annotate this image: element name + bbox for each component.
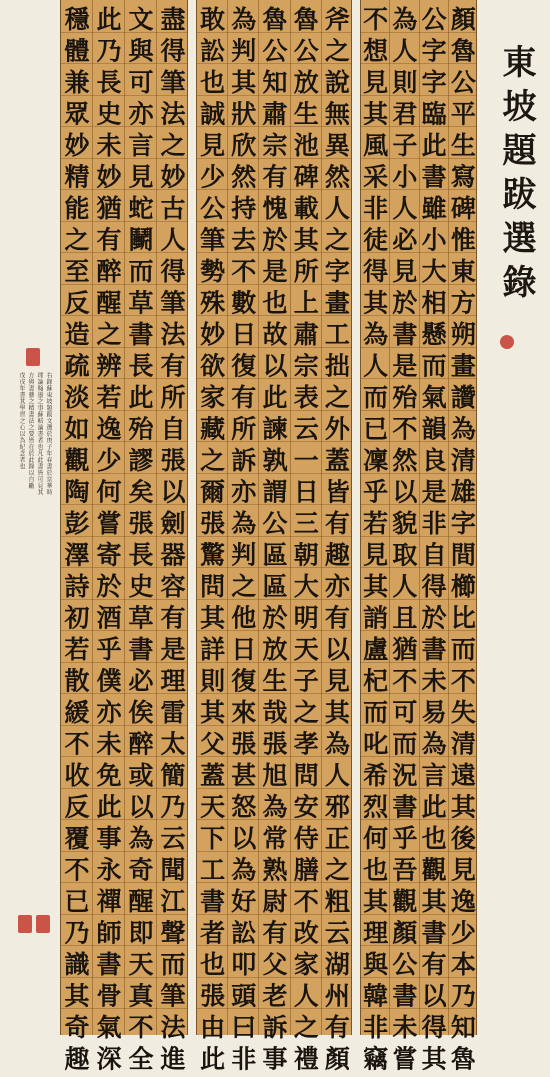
seal-colophon-bottom-icon (18, 915, 32, 933)
colophon-line-4: 戊戌年書其學習之心以為紀念者也 (18, 372, 25, 470)
seal-colophon-top-icon (26, 348, 40, 366)
text-column-3: 為人則君子小人必見於書是殆不然以貌取人且猶不可而況書乎吾觀顏公書未嘗 (388, 6, 418, 1077)
text-column-7: 魯公知肅宗有愧於是也故以此諫孰謂公區區於放生哉張旭為常熟尉有父老訴事 (259, 6, 288, 1077)
text-column-13: 穩體兼眾妙精能之至反造疏淡如觀陶彭澤詩初若散緩不收反覆不已乃識其奇趣 (61, 6, 90, 1077)
colophon-line-1: 右錄蘇東坡題跋文選於庚子年春書於京華時 (45, 372, 52, 496)
colophon-line-2: 理論翰墨之事蘇軾論書者也凡此書皆可見其 (36, 372, 43, 496)
text-column-12: 此乃長史未妙猶有醉醒之辨若逸少何嘗寄於酒乎僕亦未免此事永禪師書骨氣深 (93, 6, 122, 1077)
seal-title-icon (500, 335, 514, 349)
text-column-4: 不想見其風采非徒得其為人而已凜乎若見其誚盧杞而叱希烈何也其理與韓非竊 (359, 6, 389, 1077)
text-column-10: 盡得筆法之妙古人得筆法有所自張以劍器容有是理雷太簡乃云聞江聲而筆法進 (157, 6, 186, 1077)
text-column-2: 公字字臨此書雖小大相懸而氣韻良是非自得於書未易為言此也觀其書有以得其 (418, 6, 448, 1077)
title: 東坡題跋選錄 (496, 44, 536, 308)
text-column-6: 魯公放生池碑載其所上肅宗表云一日三朝大明天子之孝問安侍膳不改家人之禮 (290, 6, 320, 1077)
text-column-1: 顏魯公平生寫碑惟東方朔畫讚為清雄字間櫛比而不失清遠其後見逸少本乃知魯 (447, 6, 477, 1077)
text-column-11: 文與可亦言見蛇鬭而草書長此殆謬矣張長史草書必俟醉或以為奇醒即天真不全 (125, 6, 154, 1077)
text-column-5: 斧之說無異然人之字畫工拙之外蓋皆有趣亦有以見其為人邪正之粗云湖州有顏 (321, 6, 351, 1077)
colophon-line-3: 方與書藝之精書法之要皆在於此錄以自勵 (27, 372, 34, 489)
text-column-8: 為判其狀欣然持去不數日復有所訴亦為判之他日復來張甚怒以為好訟叩頭曰非 (227, 6, 257, 1077)
text-column-9: 敢訟也誠見少公筆勢殊妙欲家藏之爾張驚問其詳則其父蓋天下工書者也張由此 (196, 6, 226, 1077)
seal-colophon-bottom2-icon (36, 915, 50, 933)
